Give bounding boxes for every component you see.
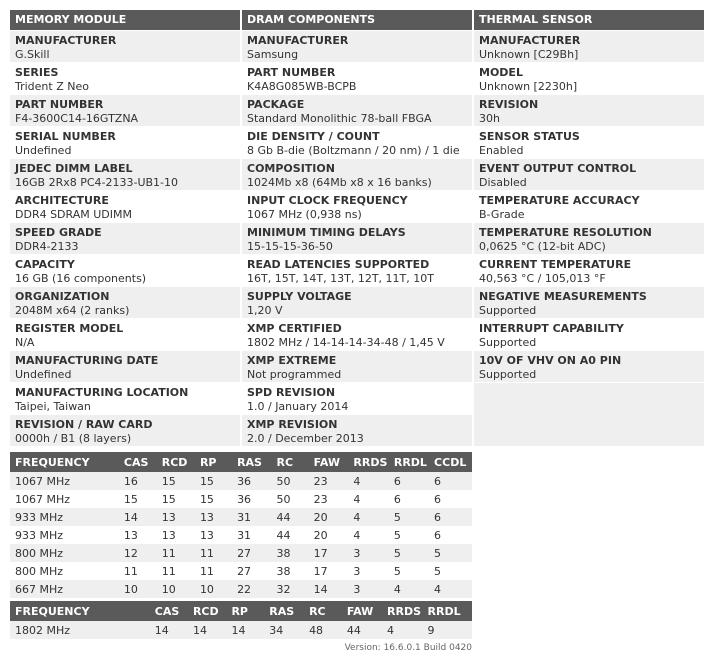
field-label: MODEL xyxy=(479,66,523,79)
info-field xyxy=(10,382,240,414)
field-value: 2.0 / December 2013 xyxy=(247,432,364,445)
field-label: TEMPERATURE ACCURACY xyxy=(479,194,640,207)
table-cell: 15 xyxy=(119,490,157,508)
memory-module-list xyxy=(10,30,240,446)
table-cell: 5 xyxy=(389,508,429,526)
field-label: SPD REVISION xyxy=(247,386,336,399)
info-field xyxy=(474,94,704,126)
xmp-header-row xyxy=(10,601,472,621)
table-cell: 667 MHz xyxy=(10,580,119,598)
table-cell: 9 xyxy=(423,621,472,639)
column-header: RC xyxy=(304,601,342,621)
column-header: CCDL xyxy=(429,452,472,472)
table-cell: 933 MHz xyxy=(10,526,119,544)
field-label: ARCHITECTURE xyxy=(15,194,109,207)
field-value: 0,0625 °C (12-bit ADC) xyxy=(479,240,606,253)
info-field xyxy=(10,94,240,126)
table-cell: 4 xyxy=(389,580,429,598)
info-field xyxy=(242,30,472,62)
table-cell: 3 xyxy=(348,562,388,580)
column-header: RAS xyxy=(264,601,304,621)
empty-filler xyxy=(474,382,704,446)
table-row xyxy=(10,526,472,544)
field-value: 2048M x64 (2 ranks) xyxy=(15,304,130,317)
column-header: RP xyxy=(226,601,264,621)
table-cell: 11 xyxy=(195,544,232,562)
jedec-timings-table xyxy=(10,452,472,598)
field-value: 16GB 2Rx8 PC4-2133-UB1-10 xyxy=(15,176,179,189)
table-cell: 10 xyxy=(157,580,195,598)
dram-components-column xyxy=(242,10,472,446)
table-cell: 3 xyxy=(348,580,388,598)
field-label: TEMPERATURE RESOLUTION xyxy=(479,226,652,239)
field-label: XMP CERTIFIED xyxy=(247,322,342,335)
table-cell: 4 xyxy=(348,490,388,508)
table-cell: 6 xyxy=(429,508,472,526)
table-cell: 14 xyxy=(119,508,157,526)
field-value: 1067 MHz (0,938 ns) xyxy=(247,208,362,221)
info-field xyxy=(242,286,472,318)
timings-header-row xyxy=(10,452,472,472)
field-value: Samsung xyxy=(247,48,299,61)
column-header: RRDL xyxy=(389,452,429,472)
table-cell: 32 xyxy=(271,580,308,598)
info-field xyxy=(242,94,472,126)
table-cell: 14 xyxy=(150,621,188,639)
field-value: G.Skill xyxy=(15,48,50,61)
field-label: READ LATENCIES SUPPORTED xyxy=(247,258,430,271)
field-label: XMP EXTREME xyxy=(247,354,337,367)
table-cell: 6 xyxy=(429,472,472,490)
column-header: RRDL xyxy=(423,601,472,621)
table-cell: 1802 MHz xyxy=(10,621,150,639)
memory-module-column xyxy=(10,10,240,446)
table-cell: 5 xyxy=(429,562,472,580)
column-header: RAS xyxy=(232,452,271,472)
field-label: MANUFACTURING DATE xyxy=(15,354,159,367)
field-label: INTERRUPT CAPABILITY xyxy=(479,322,624,335)
table-cell: 20 xyxy=(309,526,349,544)
info-field xyxy=(474,30,704,62)
column-header: FAW xyxy=(309,452,349,472)
dram-components-header: DRAM COMPONENTS xyxy=(242,10,472,30)
info-field xyxy=(10,318,240,350)
table-cell: 10 xyxy=(119,580,157,598)
table-row xyxy=(10,580,472,598)
table-cell: 14 xyxy=(309,580,349,598)
field-label: CURRENT TEMPERATURE xyxy=(479,258,632,271)
table-cell: 11 xyxy=(157,544,195,562)
field-value: Enabled xyxy=(479,144,524,157)
table-cell: 10 xyxy=(195,580,232,598)
table-cell: 15 xyxy=(157,472,195,490)
table-cell: 6 xyxy=(389,472,429,490)
table-cell: 17 xyxy=(309,562,349,580)
table-cell: 22 xyxy=(232,580,271,598)
field-label: REVISION xyxy=(479,98,539,111)
table-cell: 15 xyxy=(195,472,232,490)
table-cell: 1067 MHz xyxy=(10,490,119,508)
thermal-sensor-list xyxy=(474,30,704,382)
table-cell: 27 xyxy=(232,562,271,580)
column-header: RRDS xyxy=(348,452,388,472)
table-cell: 48 xyxy=(304,621,342,639)
field-value: 8 Gb B-die (Boltzmann / 20 nm) / 1 die xyxy=(247,144,460,157)
field-label: SENSOR STATUS xyxy=(479,130,580,143)
info-field xyxy=(474,254,704,286)
info-field xyxy=(10,222,240,254)
info-field xyxy=(10,286,240,318)
info-field xyxy=(474,350,704,382)
info-field xyxy=(10,30,240,62)
table-cell: 1067 MHz xyxy=(10,472,119,490)
info-field xyxy=(242,190,472,222)
thermal-sensor-header: THERMAL SENSOR xyxy=(474,10,704,30)
column-header: FREQUENCY xyxy=(10,601,150,621)
table-cell: 13 xyxy=(195,508,232,526)
memory-module-header: MEMORY MODULE xyxy=(10,10,240,30)
field-label: INPUT CLOCK FREQUENCY xyxy=(247,194,408,207)
info-field xyxy=(242,126,472,158)
table-cell: 4 xyxy=(382,621,423,639)
table-cell: 36 xyxy=(232,490,271,508)
table-cell: 44 xyxy=(271,526,308,544)
field-value: 40,563 °C / 105,013 °F xyxy=(479,272,606,285)
table-cell: 14 xyxy=(188,621,227,639)
field-label: ORGANIZATION xyxy=(15,290,110,303)
field-label: COMPOSITION xyxy=(247,162,335,175)
field-label: PART NUMBER xyxy=(15,98,104,111)
table-row xyxy=(10,472,472,490)
field-label: REVISION / RAW CARD xyxy=(15,418,153,431)
info-field xyxy=(242,254,472,286)
table-row xyxy=(10,490,472,508)
table-cell: 933 MHz xyxy=(10,508,119,526)
table-cell: 4 xyxy=(348,526,388,544)
info-field xyxy=(474,158,704,190)
table-cell: 38 xyxy=(271,544,308,562)
table-cell: 15 xyxy=(195,490,232,508)
field-value: Supported xyxy=(479,368,537,381)
field-value: 1802 MHz / 14-14-14-34-48 / 1,45 V xyxy=(247,336,445,349)
dram-components-list xyxy=(242,30,472,446)
info-field xyxy=(242,350,472,382)
table-cell: 31 xyxy=(232,508,271,526)
info-field xyxy=(474,286,704,318)
table-cell: 16 xyxy=(119,472,157,490)
xmp-timings-table xyxy=(10,601,472,639)
column-header: RCD xyxy=(157,452,195,472)
table-cell: 27 xyxy=(232,544,271,562)
field-label: MANUFACTURING LOCATION xyxy=(15,386,189,399)
info-field xyxy=(474,62,704,94)
field-label: SUPPLY VOLTAGE xyxy=(247,290,352,303)
table-cell: 13 xyxy=(119,526,157,544)
table-cell: 5 xyxy=(389,562,429,580)
field-value: N/A xyxy=(15,336,35,349)
field-label: DIE DENSITY / COUNT xyxy=(247,130,380,143)
table-cell: 4 xyxy=(348,508,388,526)
field-value: 15-15-15-36-50 xyxy=(247,240,333,253)
field-value: DDR4-2133 xyxy=(15,240,79,253)
version-label: Version: 16.6.0.1 Build 0420 xyxy=(344,643,472,653)
table-cell: 3 xyxy=(348,544,388,562)
table-cell: 5 xyxy=(389,544,429,562)
field-value: Taipei, Taiwan xyxy=(15,400,91,413)
field-label: EVENT OUTPUT CONTROL xyxy=(479,162,637,175)
field-value: B-Grade xyxy=(479,208,525,221)
info-field xyxy=(474,318,704,350)
field-value: Unknown [C29Bh] xyxy=(479,48,579,61)
table-cell: 13 xyxy=(157,526,195,544)
info-field xyxy=(10,350,240,382)
table-cell: 31 xyxy=(232,526,271,544)
table-cell: 4 xyxy=(348,472,388,490)
info-field xyxy=(10,126,240,158)
table-cell: 6 xyxy=(429,490,472,508)
info-field xyxy=(242,62,472,94)
field-value: Supported xyxy=(479,336,537,349)
field-value: Unknown [2230h] xyxy=(479,80,578,93)
table-cell: 17 xyxy=(309,544,349,562)
field-value: 0000h / B1 (8 layers) xyxy=(15,432,132,445)
table-cell: 5 xyxy=(429,544,472,562)
table-cell: 800 MHz xyxy=(10,544,119,562)
table-cell: 13 xyxy=(157,508,195,526)
info-field xyxy=(10,254,240,286)
field-value: Disabled xyxy=(479,176,527,189)
column-header: RP xyxy=(195,452,232,472)
table-cell: 34 xyxy=(264,621,304,639)
table-cell: 800 MHz xyxy=(10,562,119,580)
info-field xyxy=(10,62,240,94)
info-field xyxy=(10,158,240,190)
field-value: F4-3600C14-16GTZNA xyxy=(15,112,139,125)
column-header: FAW xyxy=(342,601,382,621)
table-cell: 11 xyxy=(195,562,232,580)
field-label: MANUFACTURER xyxy=(479,34,581,47)
table-cell: 50 xyxy=(271,490,308,508)
field-value: 1.0 / January 2014 xyxy=(247,400,349,413)
table-cell: 12 xyxy=(119,544,157,562)
field-value: Supported xyxy=(479,304,537,317)
column-header: RRDS xyxy=(382,601,423,621)
info-field xyxy=(474,126,704,158)
table-cell: 14 xyxy=(226,621,264,639)
field-label: PART NUMBER xyxy=(247,66,336,79)
table-cell: 44 xyxy=(342,621,382,639)
info-field xyxy=(242,414,472,446)
table-cell: 20 xyxy=(309,508,349,526)
table-row xyxy=(10,544,472,562)
field-label: XMP REVISION xyxy=(247,418,338,431)
table-cell: 44 xyxy=(271,508,308,526)
table-cell: 13 xyxy=(195,526,232,544)
field-label: NEGATIVE MEASUREMENTS xyxy=(479,290,647,303)
field-label: MANUFACTURER xyxy=(247,34,349,47)
table-cell: 11 xyxy=(119,562,157,580)
field-value: 1024Mb x8 (64Mb x8 x 16 banks) xyxy=(247,176,432,189)
column-header: CAS xyxy=(150,601,188,621)
field-value: 30h xyxy=(479,112,500,125)
info-field xyxy=(242,382,472,414)
table-cell: 38 xyxy=(271,562,308,580)
table-cell: 50 xyxy=(271,472,308,490)
info-field xyxy=(242,222,472,254)
thermal-sensor-column xyxy=(474,10,704,446)
field-label: CAPACITY xyxy=(15,258,75,271)
field-value: Undefined xyxy=(15,368,72,381)
column-header: RC xyxy=(271,452,308,472)
field-label: PACKAGE xyxy=(247,98,305,111)
table-cell: 6 xyxy=(429,526,472,544)
table-row xyxy=(10,621,472,639)
table-row xyxy=(10,562,472,580)
column-header: FREQUENCY xyxy=(10,452,119,472)
field-label: SPEED GRADE xyxy=(15,226,102,239)
table-cell: 4 xyxy=(429,580,472,598)
field-value: K4A8G085WB-BCPB xyxy=(247,80,357,93)
table-cell: 23 xyxy=(309,472,349,490)
table-cell: 36 xyxy=(232,472,271,490)
field-label: MINIMUM TIMING DELAYS xyxy=(247,226,406,239)
field-label: SERIAL NUMBER xyxy=(15,130,116,143)
field-value: Trident Z Neo xyxy=(15,80,89,93)
info-field xyxy=(242,318,472,350)
field-value: Undefined xyxy=(15,144,72,157)
field-label: SERIES xyxy=(15,66,59,79)
column-header: RCD xyxy=(188,601,227,621)
info-field xyxy=(10,414,240,446)
info-field xyxy=(242,158,472,190)
field-value: DDR4 SDRAM UDIMM xyxy=(15,208,132,221)
table-cell: 23 xyxy=(309,490,349,508)
column-header: CAS xyxy=(119,452,157,472)
info-field xyxy=(10,190,240,222)
field-label: MANUFACTURER xyxy=(15,34,117,47)
field-label: JEDEC DIMM LABEL xyxy=(15,162,133,175)
info-field xyxy=(474,222,704,254)
table-row xyxy=(10,508,472,526)
table-cell: 5 xyxy=(389,526,429,544)
field-value: 16 GB (16 components) xyxy=(15,272,147,285)
info-field xyxy=(474,190,704,222)
field-label: REGISTER MODEL xyxy=(15,322,124,335)
table-cell: 6 xyxy=(389,490,429,508)
field-value: Standard Monolithic 78-ball FBGA xyxy=(247,112,432,125)
field-value: 16T, 15T, 14T, 13T, 12T, 11T, 10T xyxy=(247,272,434,285)
field-label: 10V OF VHV ON A0 PIN xyxy=(479,354,622,367)
table-cell: 11 xyxy=(157,562,195,580)
field-value: Not programmed xyxy=(247,368,342,381)
field-value: 1,20 V xyxy=(247,304,283,317)
table-cell: 15 xyxy=(157,490,195,508)
